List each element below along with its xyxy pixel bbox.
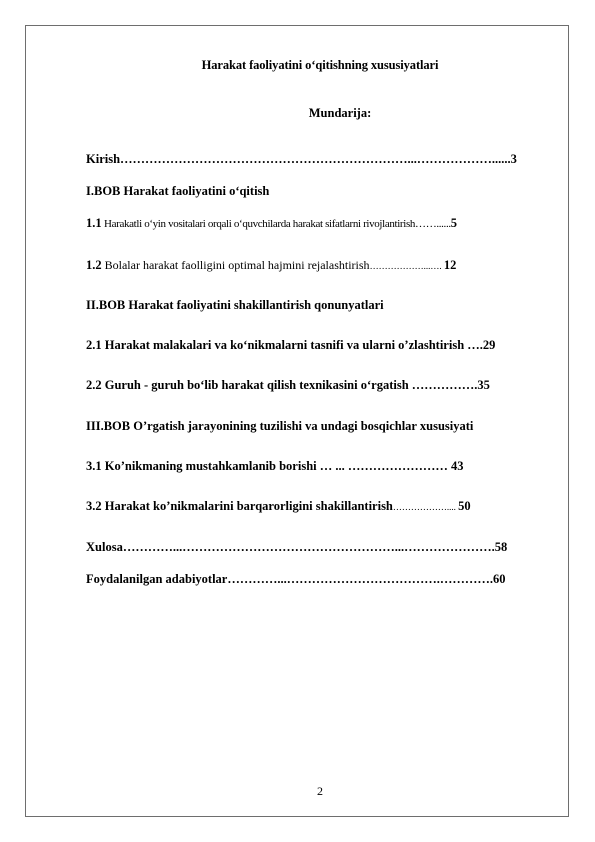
toc-page: 35 <box>477 378 490 392</box>
toc-dots: ……………………………………………………………...………………...... <box>120 152 511 166</box>
toc-dots: …………...……………………………………………...…………………. <box>122 540 495 554</box>
toc-number: 1.2 <box>86 258 102 272</box>
toc-entry-1-1[interactable] <box>86 216 457 231</box>
toc-label: Harakatli o‘yin vositalari orqali o‘quvchilarda harakat sifatlarni rivojlantirish <box>101 218 416 230</box>
toc-chapter-2[interactable] <box>86 298 384 313</box>
toc-entry-introduction[interactable] <box>86 152 517 167</box>
toc-entry-2-2[interactable] <box>86 378 490 393</box>
toc-label: 2.1 Harakat malakalari va ko‘nikmalarni tasnifi va ularni o’zlashtirish …. <box>86 338 483 352</box>
toc-dots: …………...……………………………….…………. <box>227 572 493 586</box>
toc-page: 50 <box>458 499 471 513</box>
toc-entry-conclusion[interactable] <box>86 540 507 555</box>
toc-label: II.BOB Harakat faoliyatini shakillantirish qonunyatlari <box>86 298 384 312</box>
toc-page: 5 <box>450 216 457 230</box>
toc-label: 2.2 Guruh - guruh bo‘lib harakat qilish texnikasini o‘rgatish …………… <box>86 378 475 392</box>
toc-label: Xulosa <box>86 540 123 554</box>
toc-dots: ……………….... <box>392 502 459 512</box>
toc-page: 60 <box>492 572 506 586</box>
page-number: 2 <box>317 784 323 798</box>
toc-label: Foydalanilgan adabiyotlar <box>86 572 228 586</box>
toc-label: 3.1 Ko’nikmaning mustahkamlanib borishi … ... …………………… <box>86 459 451 473</box>
toc-label: III.BOB O’rgatish jarayonining tuzilishi va undagi bosqichlar xususiyati <box>86 419 474 433</box>
toc-dots: ………………...…. <box>369 261 444 271</box>
toc-number: 1.1 <box>86 216 102 230</box>
toc-page: 58 <box>494 540 508 554</box>
toc-entry-3-1[interactable] <box>86 459 464 474</box>
toc-label: I.BOB Harakat faoliyatini o‘qitish <box>86 184 270 198</box>
toc-dots: ……...... <box>415 218 451 230</box>
toc-entry-2-1[interactable] <box>86 338 495 353</box>
toc-entry-1-2[interactable] <box>86 258 456 273</box>
document-title: Harakat faoliyatini o‘qitishning xususiyatlari <box>201 58 439 72</box>
toc-page: 29 <box>482 338 496 352</box>
toc-label: Bolalar harakat faolligini optimal hajmini rejalashtirish <box>101 258 370 272</box>
toc-chapter-1[interactable] <box>86 184 269 199</box>
toc-label: 3.2 Harakat ko’nikmalarini barqarorligini shakillantirish <box>86 499 393 513</box>
toc-page: 12 <box>443 258 457 272</box>
toc-label: Kirish <box>86 152 121 166</box>
toc-page: 3 <box>510 152 517 166</box>
toc-chapter-3[interactable] <box>86 419 473 434</box>
toc-heading: Mundarija: <box>308 106 372 120</box>
toc-entry-3-2[interactable] <box>86 499 471 514</box>
toc-dots: . <box>474 378 478 392</box>
toc-entry-references[interactable] <box>86 572 505 587</box>
toc-page: 43 <box>451 459 464 473</box>
